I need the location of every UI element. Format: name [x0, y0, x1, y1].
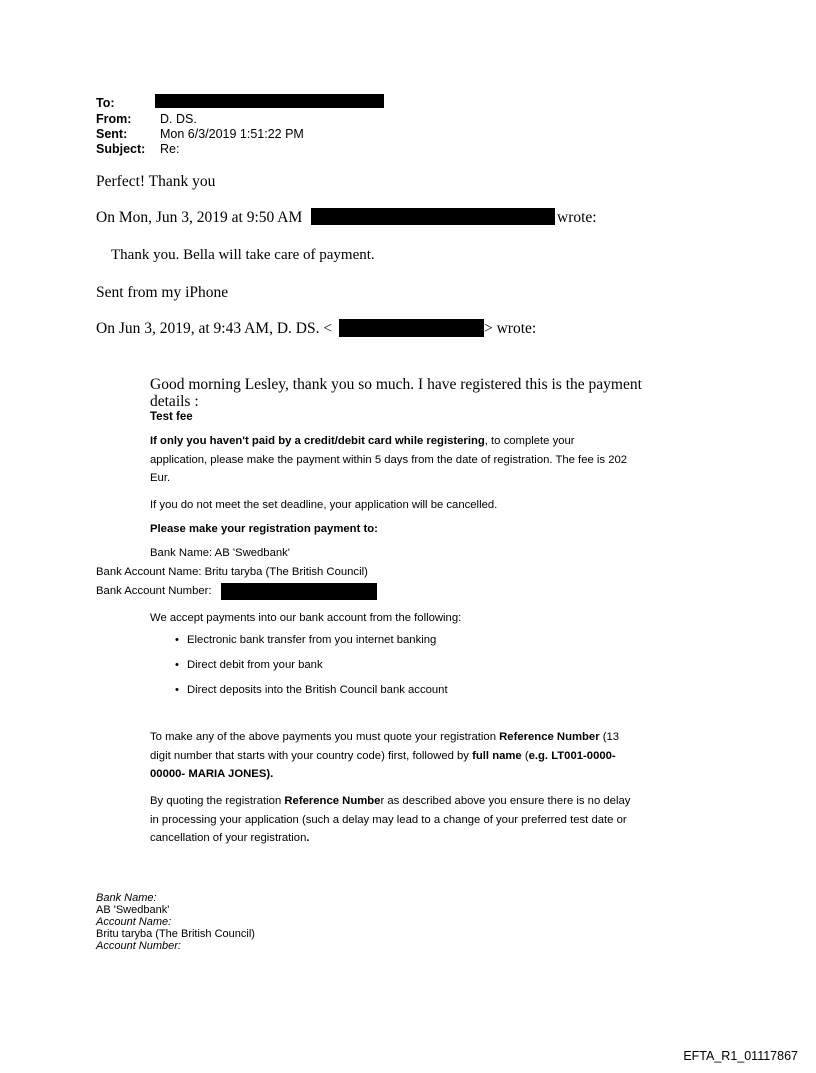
quote-l3-b: . [306, 832, 310, 844]
footer-bank-block [96, 892, 255, 952]
greeting-line1: Good morning Lesley, thank you so much. I have registered this is the payment [150, 376, 642, 393]
list-item: • Direct debit from your bank [187, 659, 323, 671]
to-label: To: [96, 96, 115, 110]
quote1-prefix: On Mon, Jun 3, 2019 at 9:50 AM [96, 209, 303, 226]
subject-value: Re: [160, 142, 180, 156]
ref-l1-c: (13 [599, 731, 620, 743]
ref-l2-a: digit number that starts with your country code) first, followed by [150, 749, 473, 762]
ref-l3: 00000- MARIA JONES). [150, 768, 274, 780]
ref-l1-b: Reference Number [499, 731, 600, 743]
reference-paragraph [150, 728, 680, 784]
list-item: • Electronic bank transfer from you internet banking [187, 634, 436, 646]
sent-label: Sent: [96, 127, 128, 141]
footer-bank-name-label: Bank Name: [96, 892, 157, 904]
payment-to-heading: Please make your registration payment to: [150, 523, 378, 535]
list-item: • Direct deposits into the British Council bank account [187, 684, 448, 696]
quote-l1-c: r as described above you ensure there is no delay [380, 795, 631, 807]
ref-l2-d: e.g. LT001-0000- [528, 749, 616, 762]
account-number-label: Bank Account Number: [96, 585, 212, 597]
quote2-prefix: On Jun 3, 2019, at 9:43 AM, D. DS. < [96, 320, 333, 337]
quote-l3-a: cancellation of your registration [150, 832, 307, 844]
quoting-paragraph [150, 792, 680, 848]
quote2-suffix: > wrote: [484, 320, 537, 337]
account-name-line: Bank Account Name: Britu taryba (The British Council) [96, 566, 368, 578]
quote-l2: in processing your application (such a delay may lead to a change of your preferred test date or [150, 813, 627, 826]
test-fee-heading: Test fee [150, 411, 193, 423]
footer-account-name-value: Britu taryba (The British Council) [96, 928, 255, 940]
greeting-line2: details : [150, 393, 199, 410]
deadline-text: If you do not meet the set deadline, your application will be cancelled. [150, 499, 498, 511]
quote-l1-a: By quoting the registration [150, 795, 285, 807]
ref-l1-a: To make any of the above payments you must quote your registration [150, 731, 500, 743]
para1-line2: application, please make the payment within 5 days from the date of registration. The fee is 202 [150, 453, 628, 466]
bank-name-line: Bank Name: AB 'Swedbank' [150, 547, 290, 559]
redaction-account-number [221, 583, 377, 600]
para1-line3: Eur. [150, 472, 171, 484]
from-label: From: [96, 112, 132, 126]
sent-value: Mon 6/3/2019 1:51:22 PM [160, 127, 304, 141]
payment-paragraph [150, 432, 680, 488]
reply-text: Perfect! Thank you [96, 173, 216, 190]
accept-intro: We accept payments into our bank account from the following: [150, 612, 462, 624]
para1-rest: , to complete your [484, 435, 575, 447]
signature: Sent from my iPhone [96, 284, 229, 301]
quote1-text: Thank you. Bella will take care of payment. [111, 247, 375, 263]
from-value: D. DS. [160, 112, 197, 126]
para1-bold: If only you haven't paid by a credit/debit card while registering [150, 435, 485, 447]
redaction-quote1-sender [311, 208, 555, 225]
quote1-suffix: wrote: [557, 209, 597, 226]
subject-label: Subject: [96, 142, 146, 156]
ref-l2-c: ( [521, 749, 529, 762]
document-id: EFTA_R1_01117867 [683, 1049, 798, 1063]
redaction-quote2-email [339, 319, 484, 337]
quote-l1-b: Reference Numbe [284, 795, 381, 807]
footer-bank-name-value: AB 'Swedbank' [96, 904, 170, 916]
footer-account-number-label: Account Number: [96, 940, 181, 952]
ref-l2-b: full name [472, 749, 522, 762]
redaction-to [155, 94, 384, 108]
footer-account-name-label: Account Name: [96, 916, 172, 928]
